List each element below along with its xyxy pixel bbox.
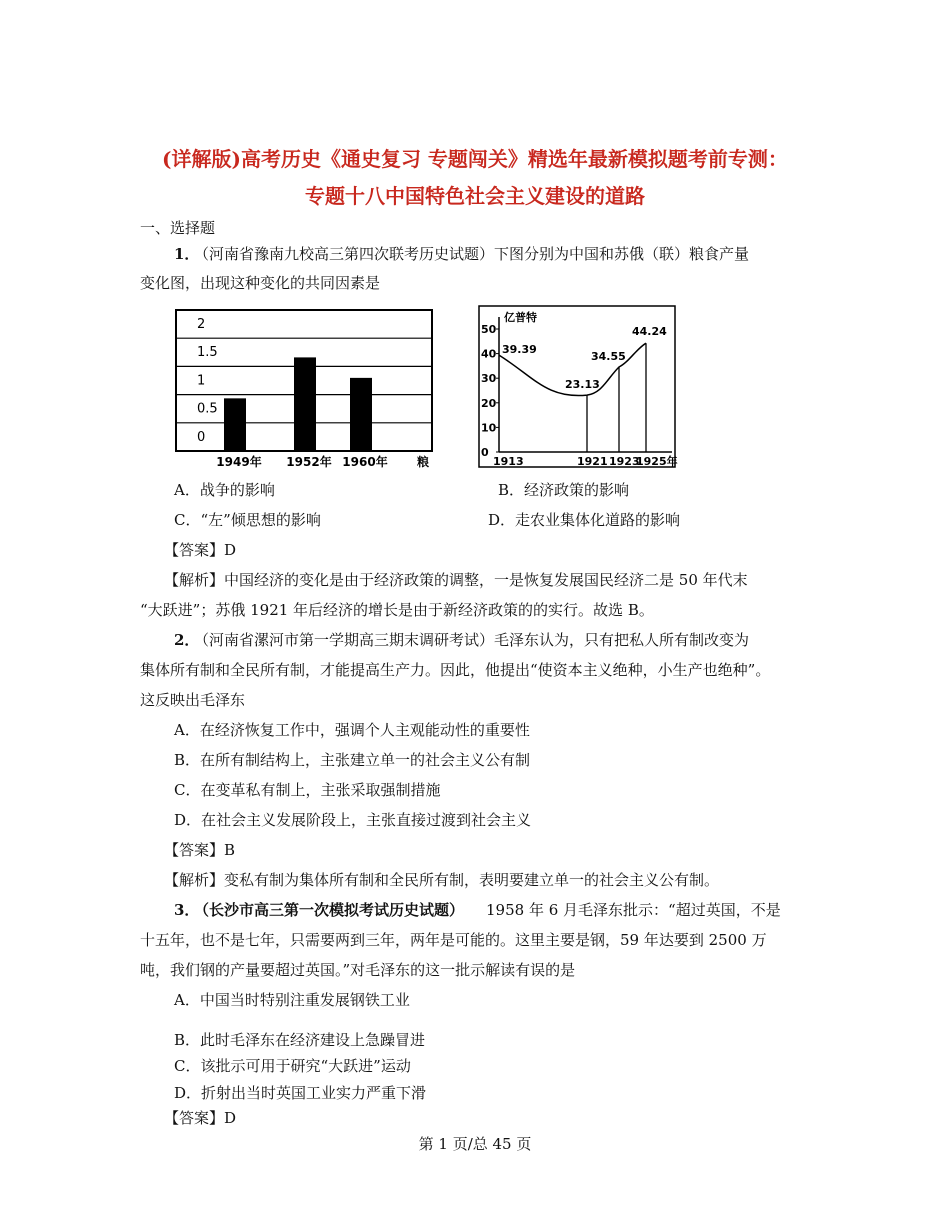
q3-source: （长沙市高三第一次模拟考试历史试题） xyxy=(194,901,465,919)
q1-answer: 【答案】D xyxy=(164,541,237,559)
bar xyxy=(350,378,372,451)
q2-option-c: C．在变革私有制上，主张采取强制措施 xyxy=(174,781,441,799)
q2-analysis: 【解析】变私有制为集体所有制和全民所有制，表明要建立单一的社会主义公有制。 xyxy=(164,871,720,889)
line-ytick-label: 50 xyxy=(481,323,497,336)
q2-stem-line1: （河南省漯河市第一学期高三期末调研考试）毛泽东认为，只有把私人所有制改变为 xyxy=(194,631,750,649)
q3-answer: 【答案】D xyxy=(164,1109,237,1127)
bar-xtick-label: 1960年 xyxy=(342,455,388,469)
bar-ytick-label: 2 xyxy=(197,317,206,332)
q3-stem-line3: 吨，我们钢的产量要超过英国。”对毛泽东的这一批示解读有误的是 xyxy=(140,961,576,979)
bar-ytick-label: 1 xyxy=(197,373,206,389)
line-xtick-label: 1923 xyxy=(609,455,640,468)
page-footer: 第 1 页/总 45 页 xyxy=(418,1135,532,1153)
line-data-label: 39.39 xyxy=(502,343,537,357)
q2-option-a: A．在经济恢复工作中，强调个人主观能动性的重要性 xyxy=(174,721,530,739)
line-xtick-label: 1921 xyxy=(577,455,608,468)
section-heading: 一、选择题 xyxy=(140,219,216,237)
line-xtick-label: 1925年 xyxy=(636,455,678,468)
q2-stem-line2: 集体所有制和全民所有制，才能提高生产力。因此，他提出“使资本主义绝种，小生产也绝种”。 xyxy=(140,661,771,679)
q2-option-d: D．在社会主义发展阶段上，主张直接过渡到社会主义 xyxy=(174,811,532,829)
q1-option-a: A．战争的影响 xyxy=(174,481,275,499)
q2-stem-line3: 这反映出毛泽东 xyxy=(140,691,246,709)
line-ytick-label: 30 xyxy=(481,372,497,386)
line-data-label: 23.13 xyxy=(565,378,600,392)
q1-stem-line2: 变化图，出现这种变化的共同因素是 xyxy=(140,274,381,292)
bar-ytick-label: 1.5 xyxy=(197,345,218,361)
q2-number: 2． xyxy=(174,631,200,649)
q3-stem-line2: 十五年，也不是七年，只需要两到三年，两年是可能的。这里主要是钢，59 年达要到 2500 万 xyxy=(140,931,767,949)
q1-option-b: B．经济政策的影响 xyxy=(498,481,630,499)
line-ytick-label: 10 xyxy=(481,421,497,435)
document-title-line2: 专题十八中国特色社会主义建设的道路 xyxy=(305,184,645,208)
line-chart-ylabel: 亿普特 xyxy=(504,311,537,324)
soviet-grain-line-chart xyxy=(478,305,678,470)
q2-option-b: B．在所有制结构上，主张建立单一的社会主义公有制 xyxy=(174,751,531,769)
china-grain-bar-chart xyxy=(175,308,445,473)
line-ytick-label: 0 xyxy=(481,446,489,459)
q1-analysis-line2: “大跃进”；苏俄 1921 年后经济的增长是由于新经济政策的的实行。故选 B。 xyxy=(140,601,654,619)
q3-stem-line1: 1958 年 6 月毛泽东批示：“超过英国，不是 xyxy=(486,901,781,919)
line-ytick-label: 20 xyxy=(481,396,497,410)
q3-number: 3． xyxy=(174,901,200,919)
q1-option-c: C．“左”倾思想的影响 xyxy=(174,511,321,529)
bar-ytick-label: 0 xyxy=(197,429,206,445)
bar-xtick-label: 1952年 xyxy=(286,455,332,469)
q3-option-b: B．此时毛泽东在经济建设上急躁冒进 xyxy=(174,1031,426,1049)
q3-option-a: A．中国当时特别注重发展钢铁工业 xyxy=(174,991,410,1009)
line-ytick-label: 40 xyxy=(481,347,497,361)
bar xyxy=(294,357,316,451)
q3-option-d: D．折射出当时英国工业实力严重下滑 xyxy=(174,1084,427,1102)
q1-option-d: D．走农业集体化道路的影响 xyxy=(488,511,681,529)
document-title-line1: (详解版)高考历史《通史复习 专题闯关》精选年最新模拟题考前专测： xyxy=(162,147,788,171)
line-data-label: 44.24 xyxy=(632,325,667,339)
q1-stem-line1: （河南省豫南九校高三第四次联考历史试题）下图分别为中国和苏俄（联）粮食产量 xyxy=(194,245,750,263)
bar-xtick-label: 1949年 xyxy=(216,455,262,469)
q3-option-c: C．该批示可用于研究“大跃进”运动 xyxy=(174,1057,411,1075)
q1-number: 1． xyxy=(174,245,200,263)
line-data-label: 34.55 xyxy=(591,350,626,364)
bar-chart-xlabel: 粮 xyxy=(416,455,430,469)
bar-ytick-label: 0.5 xyxy=(197,401,218,417)
line-xtick-label: 1913 xyxy=(493,455,524,468)
bar xyxy=(224,398,246,451)
q1-analysis-line1: 【解析】中国经济的变化是由于经济政策的调整，一是恢复发展国民经济二是 50 年代末 xyxy=(164,571,748,589)
q2-answer: 【答案】B xyxy=(164,841,236,859)
